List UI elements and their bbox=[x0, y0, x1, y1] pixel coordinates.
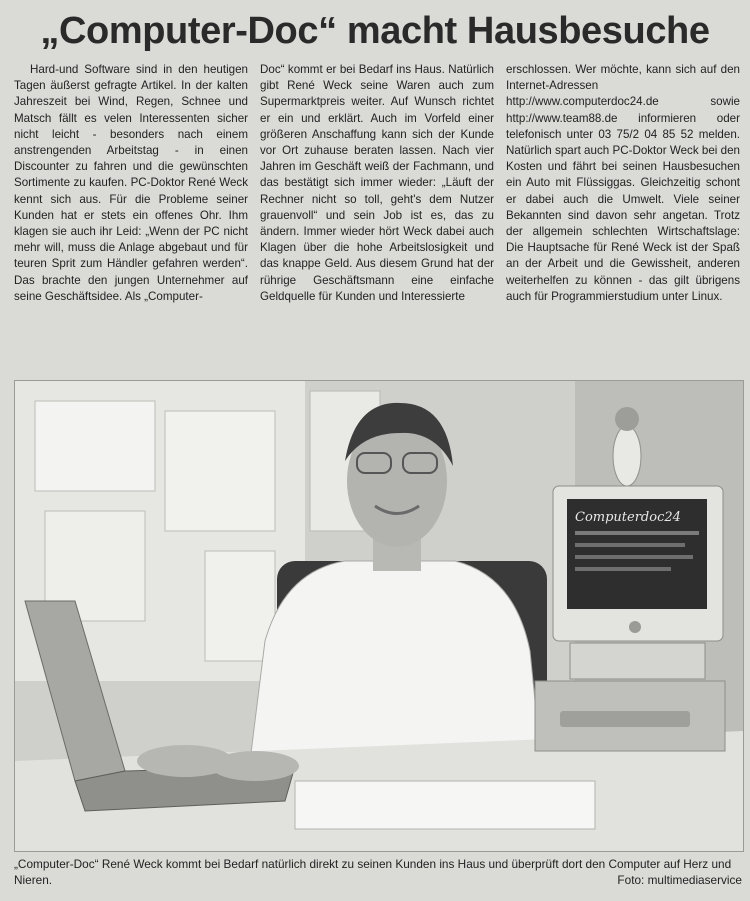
monitor-screen-text: Computerdoc24 bbox=[575, 510, 681, 525]
screen-line-1 bbox=[575, 531, 699, 535]
screen-line-4 bbox=[575, 567, 671, 571]
penguin-head bbox=[615, 407, 639, 431]
photo-caption bbox=[14, 856, 742, 888]
article-column-2 bbox=[260, 62, 494, 305]
article-body bbox=[14, 62, 742, 374]
keyboard bbox=[560, 711, 690, 727]
screen-line-3 bbox=[575, 555, 693, 559]
photo-credit: Foto: multimediaservice bbox=[617, 873, 742, 887]
caption-text: „Computer-Doc“ René Weck kommt bei Bedarf natürlich direkt zu seinen Kunden ins Haus und überprüft dort den Computer auf Herz und Nieren. bbox=[14, 857, 732, 887]
person-hand-right bbox=[211, 751, 299, 781]
papers-on-desk bbox=[295, 781, 595, 829]
photo-illustration bbox=[15, 381, 743, 851]
pinned-paper-1 bbox=[35, 401, 155, 491]
monitor-power-button bbox=[629, 621, 641, 633]
article-column-1 bbox=[14, 62, 248, 305]
article-headline: „Computer-Doc“ macht Hausbesuche bbox=[40, 10, 710, 52]
pinned-paper-2 bbox=[165, 411, 275, 531]
screen-line-2 bbox=[575, 543, 685, 547]
column-2-text: Doc“ kommt er bei Bedarf ins Haus. Natürlich gibt René Weck seine Waren auch zum Supermarktpreis weiter. Auf Wunsch richtet er ein und erklärt. Auch im Vorfeld einer größeren Anschaffung kann sich der Kunde vor Ort zuhause beraten lassen. Nach vier Jahren im Geschäft weiß der Fachmann, und das bestätigt sich immer wieder: „Läuft der Rechner nicht so toll, geht's dem Nutzer grauenvoll“ und sein Job ist es, das zu ändern. Immer wieder hört Weck dabei auch Klagen über die hohe Arbeitslosigkeit und das knappe Geld. Aus diesem Grund hat der rührige Geschäftsmann eine einfache Geldquelle für Kunden und Interessierte bbox=[260, 63, 494, 303]
penguin-figurine bbox=[613, 426, 641, 486]
column-3-text: erschlossen. Wer möchte, kann sich auf den Internet-Adressen http://www.computerdoc24.de sowie http://www.team88.de informieren oder telefonisch unter 03 75/2 04 85 52 melden. Natürlich spart auch PC-Doktor Weck bei den Kosten und fährt bei seinen Hausbesuchen ein Auto mit Flüssiggas. Gleichzeitig schont er dabei auch die Umwelt. Viele seiner Bekannten sind davon sehr angetan. Trotz der allgemein schlechten Wirtschaftslage: Die Hauptsache für René Weck ist der Spaß an der Arbeit und die Gewissheit, anderen weiterhelfen zu können - das gilt übrigens auch für Programmierstudium unter Linux. bbox=[506, 63, 740, 303]
article-column-3 bbox=[506, 62, 740, 305]
computer-base bbox=[570, 643, 705, 679]
column-1-text: Hard-und Software sind in den heutigen Tagen äußerst gefragte Artikel. In der kalten Jahreszeit bei Wind, Regen, Schnee und Matsch fällt es velen Interessenten sicher nicht leicht - besonders nach einem anstrengenden Arbeitstag - in einen Discounter zu fahren und die gewünschten Sortimente zu kaufen. PC-Doktor René Weck kennt sich aus. Für die Probleme seiner Kunden hat er stets ein offenes Ohr. Ihm klagen sie auch ihr Leid: „Wenn der PC nicht mehr will, muss die Anlage abgebaut und für teuren Sprit zum Händler gefahren werden“. Das brachte den jungen Unternehmer auf seine Geschäftsidee. Als „Computer- bbox=[14, 63, 248, 303]
article-photo bbox=[14, 380, 744, 852]
